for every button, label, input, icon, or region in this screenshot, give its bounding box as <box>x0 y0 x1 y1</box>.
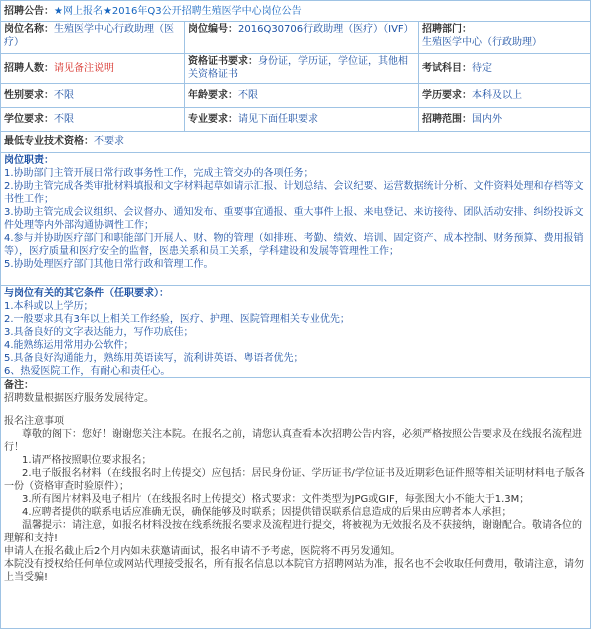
duty-item: 2.协助主管完成各类审批材料填报和文字材料起草如请示汇报、计划总结、会议纪要、运营数据统计分析、文件资料处理和存档等文书性工作； <box>4 181 584 205</box>
tech-label: 最低专业技术资格： <box>4 136 94 147</box>
duties-section <box>1 153 590 286</box>
post-name-label: 岗位名称： <box>4 24 54 35</box>
post-name-value: 生殖医学中心行政助理（医疗） <box>4 24 174 48</box>
edu-cell <box>419 84 590 108</box>
major-cell <box>185 108 419 132</box>
edu-value: 本科及以上 <box>472 90 522 101</box>
notes-spacer <box>4 405 587 415</box>
requirement-item: 2.一般要求具有3年以上相关工作经验，医疗、护理、医院管理相关专业优先； <box>4 314 350 325</box>
notes-greeting: 尊敬的阁下：您好！谢谢您关注本院。在报名之前，请您认真查看本次招聘公告内容，必须严格按照公告要求及在线报名流程进行！ <box>4 429 582 453</box>
gender-label: 性别要求： <box>4 90 54 101</box>
requirement-item: 1.本科或以上学历； <box>4 301 94 312</box>
requirement-item: 4.能熟练运用常用办公软件； <box>4 340 134 351</box>
requirements-title: 与岗位有关的其它条件（任职要求）： <box>4 288 169 299</box>
gender-cell <box>1 84 185 108</box>
duty-item: 4.参与并协助医疗部门和职能部门开展人、财、物的管理（如排班、考勤、绩效、培训、固定资产、成本控制、财务预算、费用报销等），医疗质量和医疗安全的监督，医患关系和员工关系，学科建设和发展等管理性工作； <box>4 233 584 257</box>
cert-value: 身份证，学历证，学位证，其他相关资格证书 <box>188 56 408 80</box>
age-value: 不限 <box>238 90 258 101</box>
exam-label: 考试科目： <box>422 63 472 74</box>
notes-item: 4.应聘者提供的联系电话应准确无误，确保能够及时联系；因提供错误联系信息造成的后果由应聘者本人承担； <box>22 507 512 518</box>
notes-subtitle: 报名注意事项 <box>4 416 64 427</box>
scope-cell <box>419 108 590 132</box>
degree-value: 不限 <box>54 114 74 125</box>
cert-label: 资格证书要求： <box>188 56 258 67</box>
notes-item: 2.电子版报名材料（在线报名时上传提交）应包括：居民身份证、学历证书/学位证书及近期彩色证件照等相关证明材料电子版各一份（资格审查时验原件）； <box>4 468 585 492</box>
count-cell <box>1 54 185 84</box>
requirements-section <box>1 286 590 378</box>
posting-label: 招聘公告： <box>4 6 54 17</box>
gender-value: 不限 <box>54 90 74 101</box>
notes-warning: 本院没有授权给任何单位或网站代理接受报名，所有报名信息以本院官方招聘网站为准，报名也不会收取任何费用，敬请注意，请勿上当受骗! <box>4 559 584 583</box>
notes-warm-tip: 温馨提示：请注意，如报名材料没按在线系统报名要求及流程进行提交，将被视为无效报名及不获接纳，谢谢配合。敬请各位的理解和支持! <box>4 520 582 544</box>
notes-section <box>1 378 590 628</box>
major-value: 请见下面任职要求 <box>238 114 318 125</box>
requirement-item: 6、热爱医院工作，有耐心和责任心。 <box>4 366 171 377</box>
degree-label: 学位要求： <box>4 114 54 125</box>
age-label: 年龄要求： <box>188 90 238 101</box>
duty-item: 3.协助主管完成会议组织、会议督办、通知发布、重要事宜通报、重大事件上报、来电登记、来访接待、团队活动安排、纠纷投诉文件处理等内外部沟通协调性工作； <box>4 207 584 231</box>
duty-item: 5.协助处理医疗部门其他日常行政和管理工作。 <box>4 259 214 270</box>
requirement-item: 5.具备良好沟通能力，熟练用英语读写，流利讲英语、粤语者优先； <box>4 353 304 364</box>
duties-title: 岗位职责： <box>4 155 54 166</box>
scope-label: 招聘范围： <box>422 114 472 125</box>
exam-value: 待定 <box>472 63 492 74</box>
posting-title: ★网上报名★2016年Q3公开招聘生殖医学中心岗位公告 <box>54 6 302 17</box>
major-label: 专业要求： <box>188 114 238 125</box>
dept-value: 生殖医学中心（行政助理） <box>422 37 542 48</box>
dept-label: 招聘部门： <box>422 24 472 35</box>
post-code-label: 岗位编号： <box>188 24 238 35</box>
tech-value: 不要求 <box>94 136 124 147</box>
exam-cell <box>419 54 590 84</box>
count-label: 招聘人数： <box>4 63 54 74</box>
dept-cell <box>419 22 590 54</box>
notes-title: 备注： <box>4 380 34 391</box>
age-cell <box>185 84 419 108</box>
tech-qualification-row <box>1 132 590 153</box>
notes-item: 1.请严格按照职位要求报名； <box>22 455 152 466</box>
requirement-item: 3.具备良好的文字表达能力，写作功底佳； <box>4 327 194 338</box>
degree-cell <box>1 108 185 132</box>
post-code-value: 2016Q30706行政助理（医疗）（IVF） <box>238 24 414 35</box>
edu-label: 学历要求： <box>422 90 472 101</box>
notes-notify: 申请人在报名截止后2个月内如未获邀请面试，报名申请不予考虑，医院将不再另发通知。 <box>4 546 401 557</box>
notes-item: 3.所有图片材料及电子相片（在线报名时上传提交）格式要求：文件类型为JPG或GIF，每张图大小不能大于1.3M； <box>22 494 530 505</box>
cert-cell <box>185 54 419 84</box>
posting-header <box>1 1 590 22</box>
count-value: 请见备注说明 <box>54 63 114 74</box>
scope-value: 国内外 <box>472 114 502 125</box>
post-name-cell <box>1 22 185 54</box>
notes-intro: 招聘数量根据医疗服务发展待定。 <box>4 393 154 404</box>
post-code-cell <box>185 22 419 54</box>
duty-item: 1.协助部门主管开展日常行政事务性工作，完成主管交办的各项任务； <box>4 168 314 179</box>
